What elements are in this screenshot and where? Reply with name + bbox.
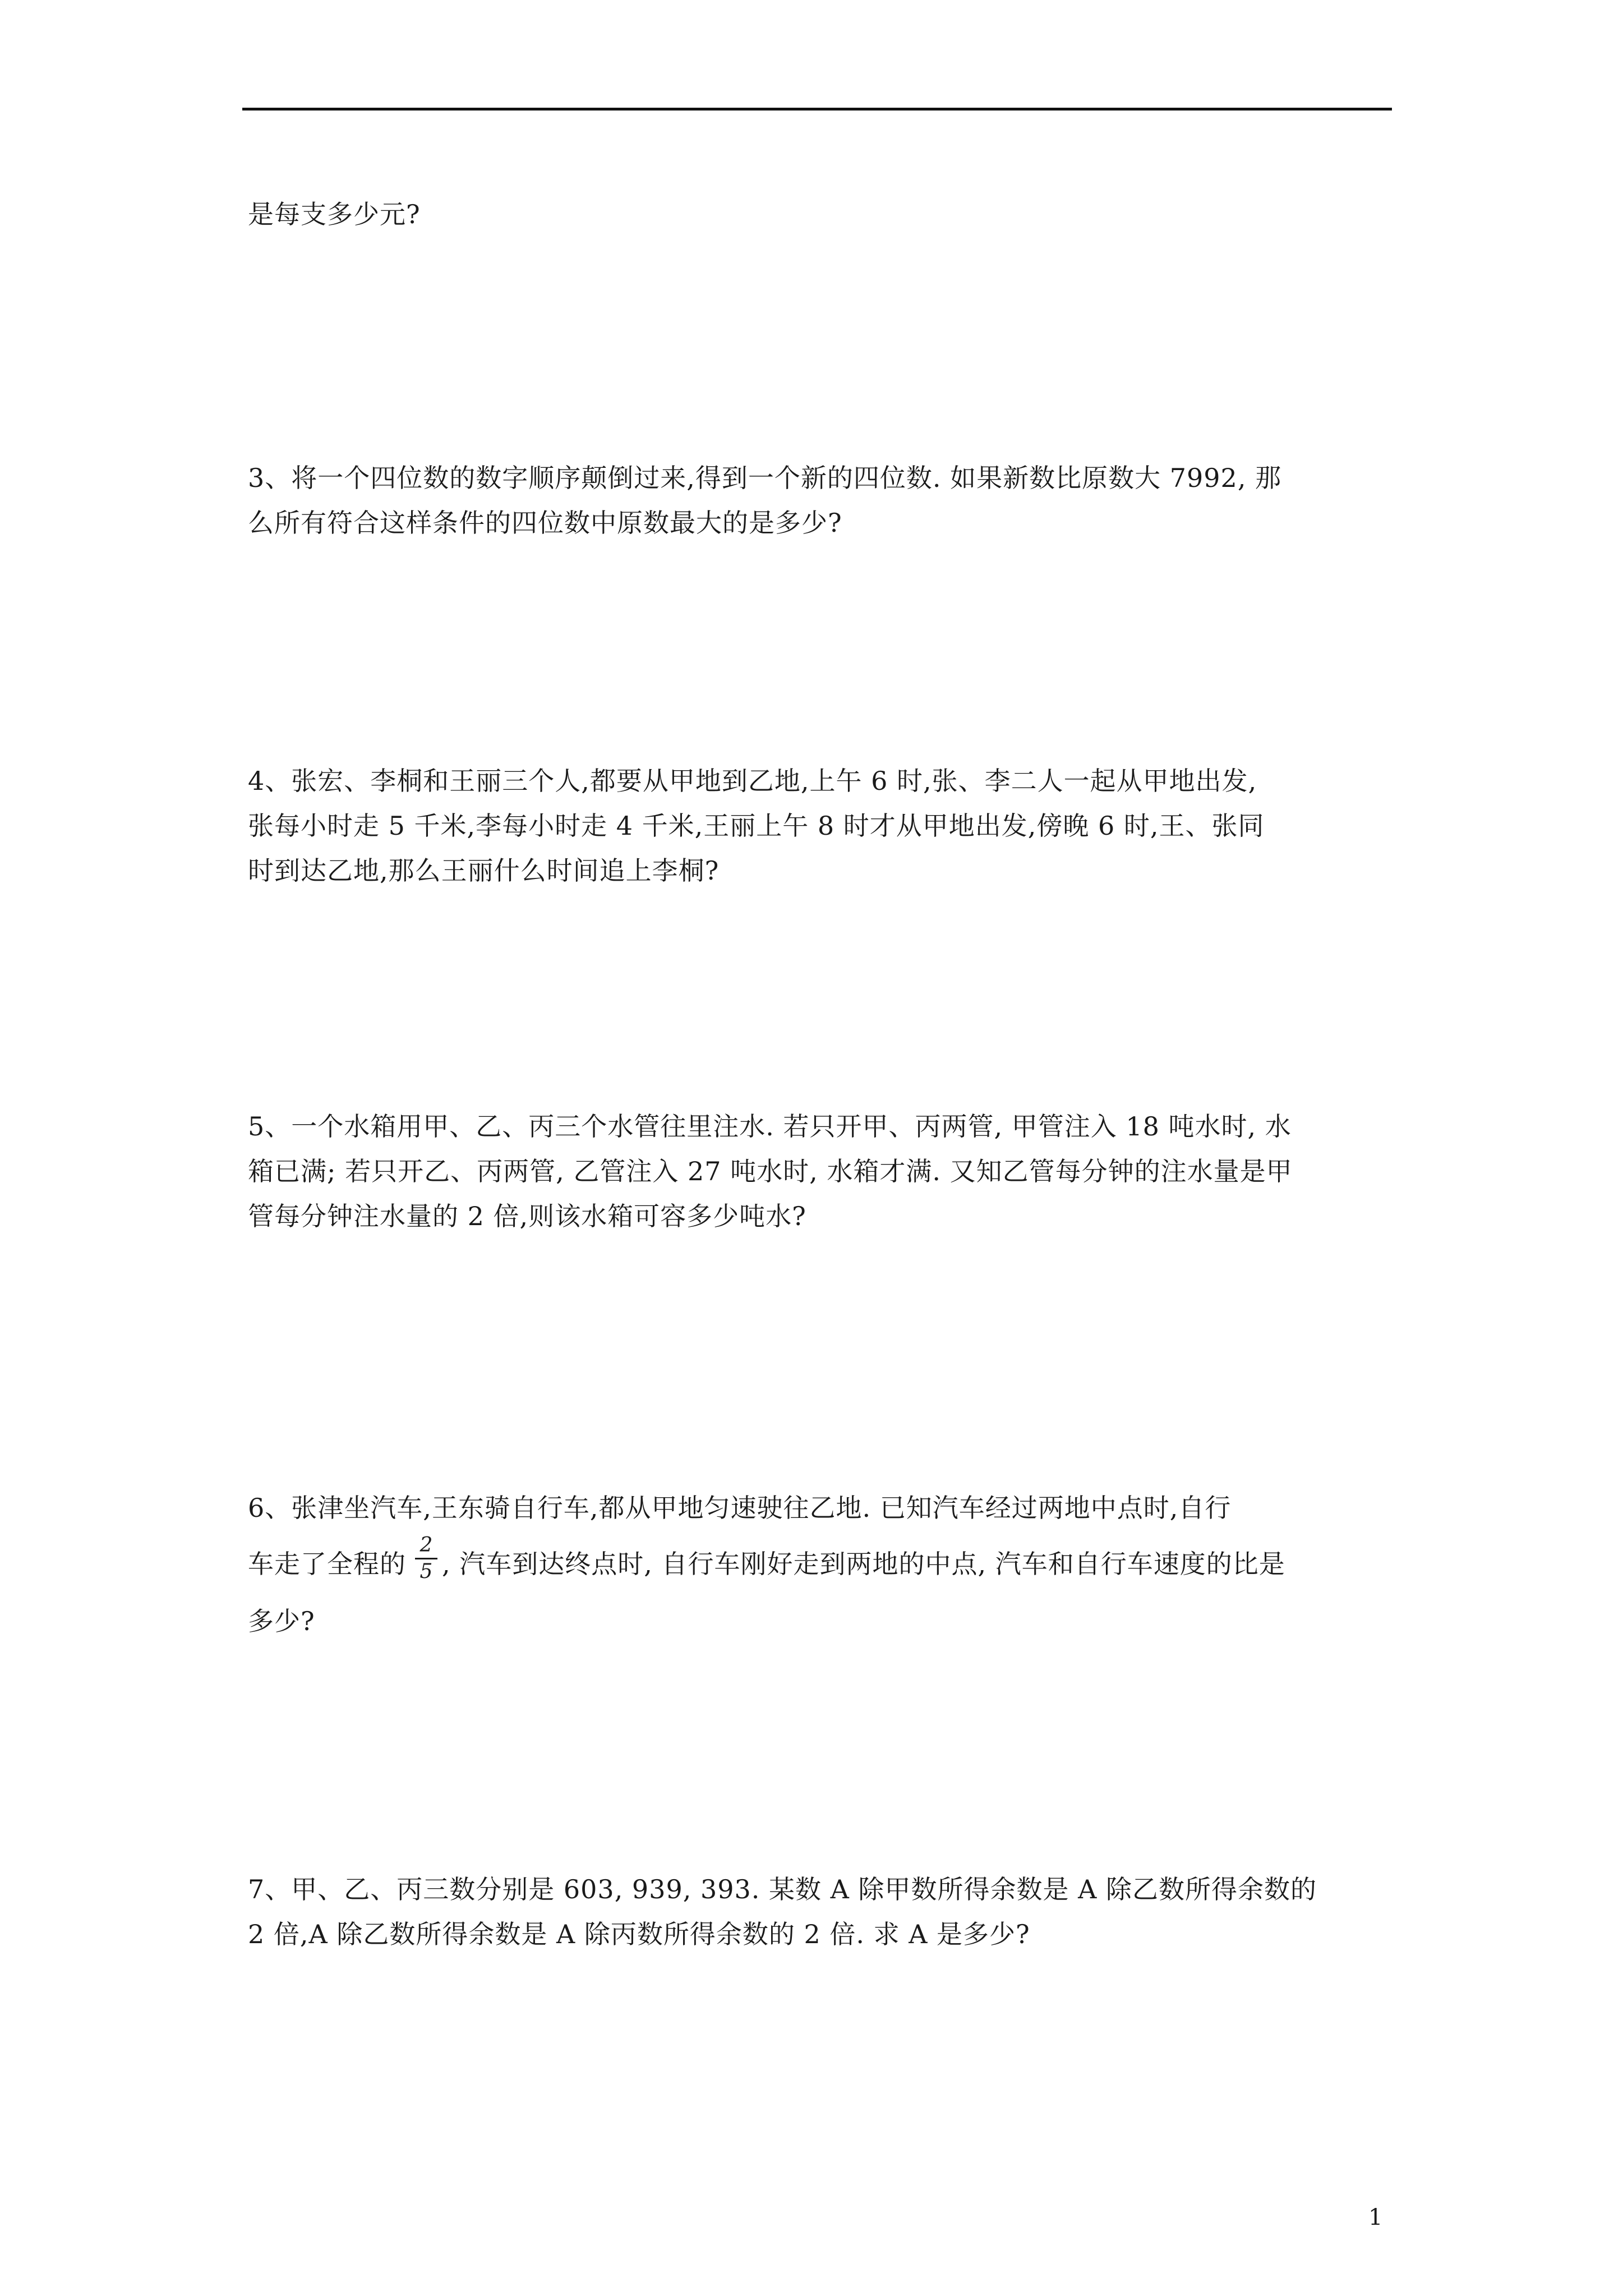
q3-line-1: 3、将一个四位数的数字顺序颠倒过来,得到一个新的四位数. 如果新数比原数大 7992, 那 <box>248 463 1282 493</box>
q5-line-2: 箱已满; 若只开乙、丙两管, 乙管注入 27 吨水时, 水箱才满. 又知乙管每分钟的注水量是甲 <box>248 1156 1293 1186</box>
q5-line-3: 管每分钟注水量的 2 倍,则该水箱可容多少吨水? <box>248 1201 806 1231</box>
q6-line-3: 多少? <box>248 1606 315 1636</box>
q6-line-2b: , 汽车到达终点时, 自行车刚好走到两地的中点, 汽车和自行车速度的比是 <box>442 1549 1285 1579</box>
page-number: 1 <box>1368 2205 1383 2230</box>
q7-line-1: 7、甲、乙、丙三数分别是 603, 939, 393. 某数 A 除甲数所得余数是 A 除乙数所得余数的 <box>248 1874 1317 1904</box>
fraction-denominator: 5 <box>419 1560 433 1583</box>
q5-line-1: 5、一个水箱用甲、乙、丙三个水管往里注水. 若只开甲、丙两管, 甲管注入 18 吨水时, 水 <box>248 1111 1292 1142</box>
q6-line-2a: 车走了全程的 <box>248 1549 406 1579</box>
q3-line-2: 么所有符合这样条件的四位数中原数最大的是多少? <box>248 508 842 538</box>
q4-line-3: 时到达乙地,那么王丽什么时间追上李桐? <box>248 855 720 886</box>
fraction-numerator: 2 <box>415 1534 437 1559</box>
q4-line-1: 4、张宏、李桐和王丽三个人,都要从甲地到乙地,上午 6 时,张、李二人一起从甲地出发, <box>248 766 1257 796</box>
two-fifths-fraction <box>415 1534 437 1583</box>
q2-continuation: 是每支多少元? <box>248 199 421 229</box>
header-rule <box>242 108 1392 111</box>
q7-line-2: 2 倍,A 除乙数所得余数是 A 除丙数所得余数的 2 倍. 求 A 是多少? <box>248 1919 1030 1949</box>
q4-line-2: 张每小时走 5 千米,李每小时走 4 千米,王丽上午 8 时才从甲地出发,傍晚 6 时,王、张同 <box>248 811 1265 841</box>
q6-line-1: 6、张津坐汽车,王东骑自行车,都从甲地匀速驶往乙地. 已知汽车经过两地中点时,自行 <box>248 1493 1232 1523</box>
